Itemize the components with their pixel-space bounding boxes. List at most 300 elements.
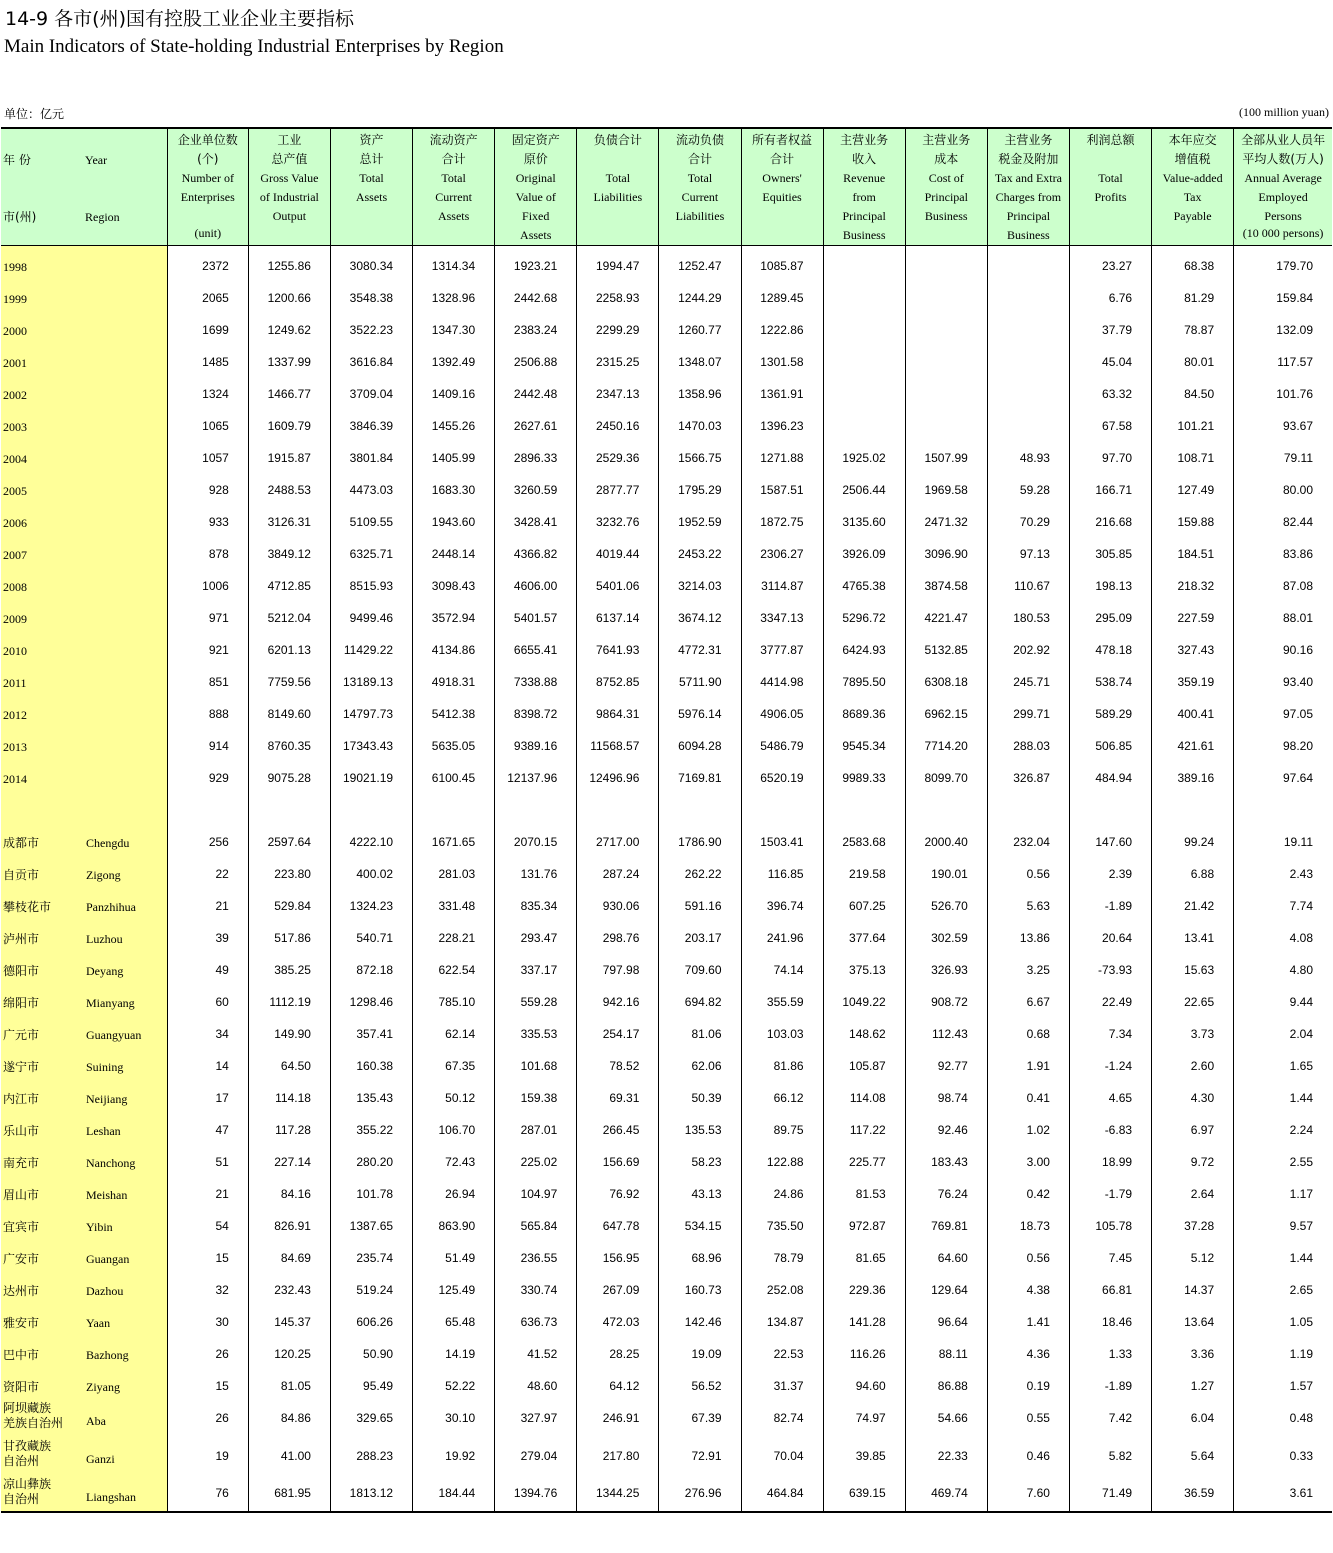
region-name-cn: 雅安市 <box>3 1315 40 1330</box>
table-row <box>1 758 1332 790</box>
table-cell: 254.17 <box>577 1014 659 1046</box>
table-cell: 184.51 <box>1152 534 1234 566</box>
table-cell: 50.39 <box>659 1078 741 1110</box>
table-cell: 1361.91 <box>741 374 823 406</box>
table-cell: 5.64 <box>1152 1436 1234 1474</box>
row-label <box>1 1078 167 1110</box>
column-header-en: Current <box>435 190 472 204</box>
table-row <box>1 1110 1332 1142</box>
table-cell: 1.19 <box>1234 1334 1332 1366</box>
table-cell: 34 <box>167 1014 248 1046</box>
table-cell: 1324.23 <box>330 886 412 918</box>
table-title-english: Main Indicators of State-holding Industrial Enterprises by Region <box>4 36 504 57</box>
table-cell: 0.48 <box>1234 1398 1332 1436</box>
column-header-cn: 流动负债 <box>675 133 724 147</box>
year-label: 2012 <box>3 707 27 722</box>
table-cell: 1260.77 <box>659 310 741 342</box>
table-row <box>1 630 1332 662</box>
table-cell: 241.96 <box>741 918 823 950</box>
table-cell: 120.25 <box>248 1334 330 1366</box>
table-cell: 97.64 <box>1234 758 1332 790</box>
table-cell: 2448.14 <box>413 534 495 566</box>
table-cell: 1786.90 <box>659 822 741 854</box>
table-cell: 159.88 <box>1152 502 1234 534</box>
table-cell: 103.03 <box>741 1014 823 1046</box>
table-cell: 287.01 <box>495 1110 577 1142</box>
table-cell: 6520.19 <box>741 758 823 790</box>
table-cell: 41.52 <box>495 1334 577 1366</box>
table-cell: 327.97 <box>495 1398 577 1436</box>
table-cell: 4134.86 <box>413 630 495 662</box>
column-header-cn: (个) <box>197 152 219 166</box>
table-cell: 1455.26 <box>413 406 495 438</box>
table-cell: 1503.41 <box>741 822 823 854</box>
table-cell: 5296.72 <box>823 598 905 630</box>
table-cell <box>1152 790 1234 822</box>
year-label: 2014 <box>3 771 27 786</box>
column-header-cn: 收入 <box>852 152 877 166</box>
column-header-en: Value-added <box>1162 171 1223 185</box>
region-name-cn: 巴中市 <box>3 1347 40 1362</box>
table-row <box>1 1142 1332 1174</box>
table-cell: 31.37 <box>741 1366 823 1398</box>
table-cell: 2.04 <box>1234 1014 1332 1046</box>
column-header <box>987 128 1069 246</box>
stub-header <box>1 128 167 246</box>
table-cell: 928 <box>167 470 248 502</box>
table-cell: 1112.19 <box>248 982 330 1014</box>
table-row <box>1 470 1332 502</box>
table-cell: 97.05 <box>1234 694 1332 726</box>
table-cell: 225.77 <box>823 1142 905 1174</box>
column-header-cn: 固定资产 <box>511 133 560 147</box>
table-row <box>1 1366 1332 1398</box>
table-cell: 14.19 <box>413 1334 495 1366</box>
table-cell: 1.41 <box>987 1302 1069 1334</box>
table-cell: 22.49 <box>1069 982 1151 1014</box>
table-cell <box>659 790 741 822</box>
table-cell: 81.65 <box>823 1238 905 1270</box>
table-cell: 62.14 <box>413 1014 495 1046</box>
year-label: 2000 <box>3 323 27 338</box>
table-cell: 1671.65 <box>413 822 495 854</box>
table-cell: 287.24 <box>577 854 659 886</box>
table-cell: 1405.99 <box>413 438 495 470</box>
column-header-cn: 全部从业人员年 <box>1241 133 1326 147</box>
table-cell: 6137.14 <box>577 598 659 630</box>
column-header-en: Employed <box>1258 190 1308 204</box>
table-cell: 95.49 <box>330 1366 412 1398</box>
table-cell: 9075.28 <box>248 758 330 790</box>
column-header-en: Business <box>924 209 968 223</box>
table-cell: 4772.31 <box>659 630 741 662</box>
table-cell: 15 <box>167 1366 248 1398</box>
table-cell: 39.85 <box>823 1436 905 1474</box>
table-cell: 1.17 <box>1234 1174 1332 1206</box>
table-cell: 117.28 <box>248 1110 330 1142</box>
table-cell: 2347.13 <box>577 374 659 406</box>
table-cell: 4366.82 <box>495 534 577 566</box>
region-name-cn: 眉山市 <box>3 1187 40 1202</box>
region-header-cn: 市(州) <box>3 210 37 224</box>
table-cell: 5.82 <box>1069 1436 1151 1474</box>
region-name-en: Ziyang <box>86 1379 120 1394</box>
table-cell: 1394.76 <box>495 1474 577 1512</box>
table-cell: 47 <box>167 1110 248 1142</box>
table-cell: 709.60 <box>659 950 741 982</box>
table-row <box>1 822 1332 854</box>
table-cell: 92.77 <box>905 1046 987 1078</box>
table-row <box>1 1014 1332 1046</box>
year-label: 1998 <box>3 260 27 274</box>
table-cell: 1222.86 <box>741 310 823 342</box>
table-cell: 37.79 <box>1069 310 1151 342</box>
table-cell: 9864.31 <box>577 694 659 726</box>
column-header-en: Total <box>605 171 631 185</box>
table-cell: 1347.30 <box>413 310 495 342</box>
table-cell: 7.74 <box>1234 886 1332 918</box>
table-cell: 7759.56 <box>248 662 330 694</box>
table-row <box>1 1334 1332 1366</box>
table-row <box>1 1174 1332 1206</box>
table-cell: 78.52 <box>577 1046 659 1078</box>
table-cell: 1301.58 <box>741 342 823 374</box>
table-cell: 1244.29 <box>659 278 741 310</box>
table-cell: 216.68 <box>1069 502 1151 534</box>
table-cell: 1943.60 <box>413 502 495 534</box>
table-cell: 184.44 <box>413 1474 495 1512</box>
table-cell: 375.13 <box>823 950 905 982</box>
table-cell <box>987 374 1069 406</box>
column-header-en: Business <box>842 228 886 242</box>
table-cell: 1.33 <box>1069 1334 1151 1366</box>
table-cell: 84.16 <box>248 1174 330 1206</box>
column-header <box>659 128 741 246</box>
table-cell: 19.92 <box>413 1436 495 1474</box>
table-cell: 83.86 <box>1234 534 1332 566</box>
table-cell: 1587.51 <box>741 470 823 502</box>
column-header-en: Total <box>687 171 713 185</box>
table-cell <box>577 790 659 822</box>
table-cell: 3.36 <box>1152 1334 1234 1366</box>
region-name-en: Guangan <box>86 1251 130 1266</box>
column-header-en: Principal <box>1006 209 1051 223</box>
table-cell: 355.59 <box>741 982 823 1014</box>
table-cell: -1.89 <box>1069 1366 1151 1398</box>
table-cell: 24.86 <box>741 1174 823 1206</box>
table-cell: 305.85 <box>1069 534 1151 566</box>
table-cell: 236.55 <box>495 1238 577 1270</box>
year-header-cn: 年 份 <box>3 153 31 167</box>
column-header-unit: (10 000 persons) <box>1242 226 1324 240</box>
table-cell: 0.68 <box>987 1014 1069 1046</box>
table-cell: 2442.48 <box>495 374 577 406</box>
table-cell <box>413 790 495 822</box>
column-header-en: Liabilities <box>675 209 725 223</box>
table-cell: 64.50 <box>248 1046 330 1078</box>
table-row <box>1 374 1332 406</box>
region-name-en: Dazhou <box>86 1283 124 1298</box>
indicators-table <box>1 127 1332 1513</box>
table-cell: 908.72 <box>905 982 987 1014</box>
column-header-en: Payable <box>1173 209 1212 223</box>
table-cell: 6655.41 <box>495 630 577 662</box>
table-cell: 101.68 <box>495 1046 577 1078</box>
table-cell: 7641.93 <box>577 630 659 662</box>
table-cell: 2.55 <box>1234 1142 1332 1174</box>
table-cell: 1344.25 <box>577 1474 659 1512</box>
table-cell: 3096.90 <box>905 534 987 566</box>
table-cell: 8099.70 <box>905 758 987 790</box>
table-cell: 156.69 <box>577 1142 659 1174</box>
table-cell: 3135.60 <box>823 502 905 534</box>
table-cell: 2065 <box>167 278 248 310</box>
table-cell: 326.93 <box>905 950 987 982</box>
table-cell: 2258.93 <box>577 278 659 310</box>
table-cell: 6325.71 <box>330 534 412 566</box>
column-header-en: Total <box>441 171 466 185</box>
table-cell: 355.22 <box>330 1110 412 1142</box>
column-header-cn: 税金及附加 <box>998 152 1059 166</box>
column-header-en: Output <box>272 209 307 223</box>
table-row <box>1 310 1332 342</box>
table-cell: 1925.02 <box>823 438 905 470</box>
row-label <box>1 1270 167 1302</box>
table-cell: 3674.12 <box>659 598 741 630</box>
region-name-cn: 广安市 <box>3 1251 40 1266</box>
table-cell: 506.85 <box>1069 726 1151 758</box>
column-header-en: Owners' <box>762 171 802 185</box>
year-label: 2008 <box>3 579 27 594</box>
table-cell: 64.12 <box>577 1366 659 1398</box>
column-header-cn: 平均人数(万人) <box>1242 152 1324 166</box>
region-name-cn: 达州市 <box>3 1283 40 1298</box>
table-row <box>1 1206 1332 1238</box>
table-cell: 1298.46 <box>330 982 412 1014</box>
table-cell: 21.42 <box>1152 886 1234 918</box>
table-cell: 54 <box>167 1206 248 1238</box>
table-body <box>1 246 1332 1512</box>
table-cell: 51 <box>167 1142 248 1174</box>
table-cell: 88.11 <box>905 1334 987 1366</box>
table-cell: 149.90 <box>248 1014 330 1046</box>
region-name-cn: 攀枝花市 <box>3 899 52 914</box>
table-cell: 84.86 <box>248 1398 330 1436</box>
table-cell: 2506.88 <box>495 342 577 374</box>
table-cell: 930.06 <box>577 886 659 918</box>
table-cell: 972.87 <box>823 1206 905 1238</box>
table-cell: 293.47 <box>495 918 577 950</box>
row-label <box>1 406 167 438</box>
region-name-cn: 凉山彝族 自治州 <box>3 1476 52 1506</box>
table-cell: 2471.32 <box>905 502 987 534</box>
table-cell <box>987 406 1069 438</box>
column-header-en: Value of <box>515 190 556 204</box>
table-cell: 18.99 <box>1069 1142 1151 1174</box>
unit-label-english: (100 million yuan) <box>1239 105 1329 119</box>
table-cell: 1470.03 <box>659 406 741 438</box>
table-row <box>1 534 1332 566</box>
table-cell: 1795.29 <box>659 470 741 502</box>
year-label: 1999 <box>3 291 27 306</box>
year-label: 2001 <box>3 355 27 370</box>
table-cell: 7714.20 <box>905 726 987 758</box>
table-cell: 3080.34 <box>330 246 412 278</box>
table-cell: 863.90 <box>413 1206 495 1238</box>
table-cell: 2372 <box>167 246 248 278</box>
table-cell: 232.43 <box>248 1270 330 1302</box>
spacer-row <box>1 790 1332 822</box>
table-cell: 18.73 <box>987 1206 1069 1238</box>
table-cell: 357.41 <box>330 1014 412 1046</box>
table-cell: 160.38 <box>330 1046 412 1078</box>
table-cell: 7.60 <box>987 1474 1069 1512</box>
table-cell: 606.26 <box>330 1302 412 1334</box>
table-cell: 3214.03 <box>659 566 741 598</box>
column-header-en: Assets <box>437 209 470 223</box>
table-row <box>1 342 1332 374</box>
table-cell: 1324 <box>167 374 248 406</box>
table-row <box>1 918 1332 950</box>
table-cell: 156.95 <box>577 1238 659 1270</box>
table-cell: 105.78 <box>1069 1206 1151 1238</box>
table-cell: 5486.79 <box>741 726 823 758</box>
column-header <box>248 128 330 246</box>
column-header-en: Assets <box>355 190 388 204</box>
table-cell: 68.38 <box>1152 246 1234 278</box>
table-cell: 337.17 <box>495 950 577 982</box>
table-cell: 235.74 <box>330 1238 412 1270</box>
table-cell: 1328.96 <box>413 278 495 310</box>
year-label: 2011 <box>3 675 27 690</box>
column-header-cn: 合计 <box>687 152 712 166</box>
table-cell: 19021.19 <box>330 758 412 790</box>
table-cell: 8760.35 <box>248 726 330 758</box>
table-cell: 6.76 <box>1069 278 1151 310</box>
table-cell: 135.43 <box>330 1078 412 1110</box>
table-cell: 228.21 <box>413 918 495 950</box>
table-cell <box>987 278 1069 310</box>
table-cell: 141.28 <box>823 1302 905 1334</box>
table-cell: 117.57 <box>1234 342 1332 374</box>
column-header-en: Cost of <box>928 171 964 185</box>
row-label <box>1 470 167 502</box>
table-cell: 50.12 <box>413 1078 495 1110</box>
table-cell: 6962.15 <box>905 694 987 726</box>
table-cell: 12137.96 <box>495 758 577 790</box>
column-header-en: Profits <box>1094 190 1127 204</box>
table-cell: 280.20 <box>330 1142 412 1174</box>
table-cell: 93.67 <box>1234 406 1332 438</box>
table-cell: 1566.75 <box>659 438 741 470</box>
table-cell <box>823 342 905 374</box>
row-label <box>1 1366 167 1398</box>
table-cell: 295.09 <box>1069 598 1151 630</box>
table-cell: 540.71 <box>330 918 412 950</box>
table-cell <box>987 342 1069 374</box>
region-name-en: Luzhou <box>86 931 123 946</box>
table-cell: 262.22 <box>659 854 741 886</box>
table-cell: 3522.23 <box>330 310 412 342</box>
table-row <box>1 1078 1332 1110</box>
table-cell: 6424.93 <box>823 630 905 662</box>
table-cell: 769.81 <box>905 1206 987 1238</box>
column-header-cn: 总计 <box>359 152 384 166</box>
table-row <box>1 566 1332 598</box>
table-cell: 117.22 <box>823 1110 905 1142</box>
unit-label-chinese: 单位：亿元 <box>4 107 65 121</box>
table-cell: 218.32 <box>1152 566 1234 598</box>
table-cell: 5401.06 <box>577 566 659 598</box>
table-cell: 1.44 <box>1234 1078 1332 1110</box>
table-cell: 246.91 <box>577 1398 659 1436</box>
table-cell: 101.21 <box>1152 406 1234 438</box>
table-cell: 6094.28 <box>659 726 741 758</box>
table-cell: 851 <box>167 662 248 694</box>
table-cell: 3874.58 <box>905 566 987 598</box>
table-cell: 2597.64 <box>248 822 330 854</box>
table-cell: 131.76 <box>495 854 577 886</box>
table-cell: 1057 <box>167 438 248 470</box>
column-header-en: Revenue <box>843 171 886 185</box>
table-cell: 2306.27 <box>741 534 823 566</box>
column-header-cn: 利润总额 <box>1086 133 1135 147</box>
region-name-en: Mianyang <box>86 995 135 1010</box>
table-cell: 472.03 <box>577 1302 659 1334</box>
table-cell: 1387.65 <box>330 1206 412 1238</box>
table-cell: 81.29 <box>1152 278 1234 310</box>
region-name-cn: 乐山市 <box>3 1123 40 1138</box>
region-name-en: Neijiang <box>86 1091 128 1106</box>
table-cell: 921 <box>167 630 248 662</box>
table-cell: 0.46 <box>987 1436 1069 1474</box>
table-cell: 22.65 <box>1152 982 1234 1014</box>
column-header-cn: 工业 <box>277 133 302 147</box>
row-label <box>1 598 167 630</box>
table-cell: 7.42 <box>1069 1398 1151 1436</box>
region-name-en: Zigong <box>86 867 121 882</box>
table-cell: 1255.86 <box>248 246 330 278</box>
table-cell: 26 <box>167 1334 248 1366</box>
table-cell: 2717.00 <box>577 822 659 854</box>
region-name-en: Guangyuan <box>86 1027 142 1042</box>
table-cell: 22 <box>167 854 248 886</box>
table-cell: 529.84 <box>248 886 330 918</box>
table-row <box>1 662 1332 694</box>
region-name-cn: 内江市 <box>3 1091 40 1106</box>
table-cell: 48.93 <box>987 438 1069 470</box>
table-cell: 1337.99 <box>248 342 330 374</box>
row-label <box>1 1142 167 1174</box>
table-cell: 1.05 <box>1234 1302 1332 1334</box>
table-cell: 9.44 <box>1234 982 1332 1014</box>
table-cell: 4414.98 <box>741 662 823 694</box>
column-header-cn: 增值税 <box>1174 152 1211 166</box>
table-cell: 7.45 <box>1069 1238 1151 1270</box>
table-cell: 1065 <box>167 406 248 438</box>
table-row <box>1 1270 1332 1302</box>
table-cell: 82.44 <box>1234 502 1332 534</box>
table-cell: 538.74 <box>1069 662 1151 694</box>
table-cell: 74.14 <box>741 950 823 982</box>
table-cell: -6.83 <box>1069 1110 1151 1142</box>
table-cell: 3846.39 <box>330 406 412 438</box>
row-label <box>1 822 167 854</box>
table-cell: 0.41 <box>987 1078 1069 1110</box>
row-label <box>1 1398 167 1436</box>
column-header-en <box>578 150 657 169</box>
column-header <box>1069 128 1151 246</box>
